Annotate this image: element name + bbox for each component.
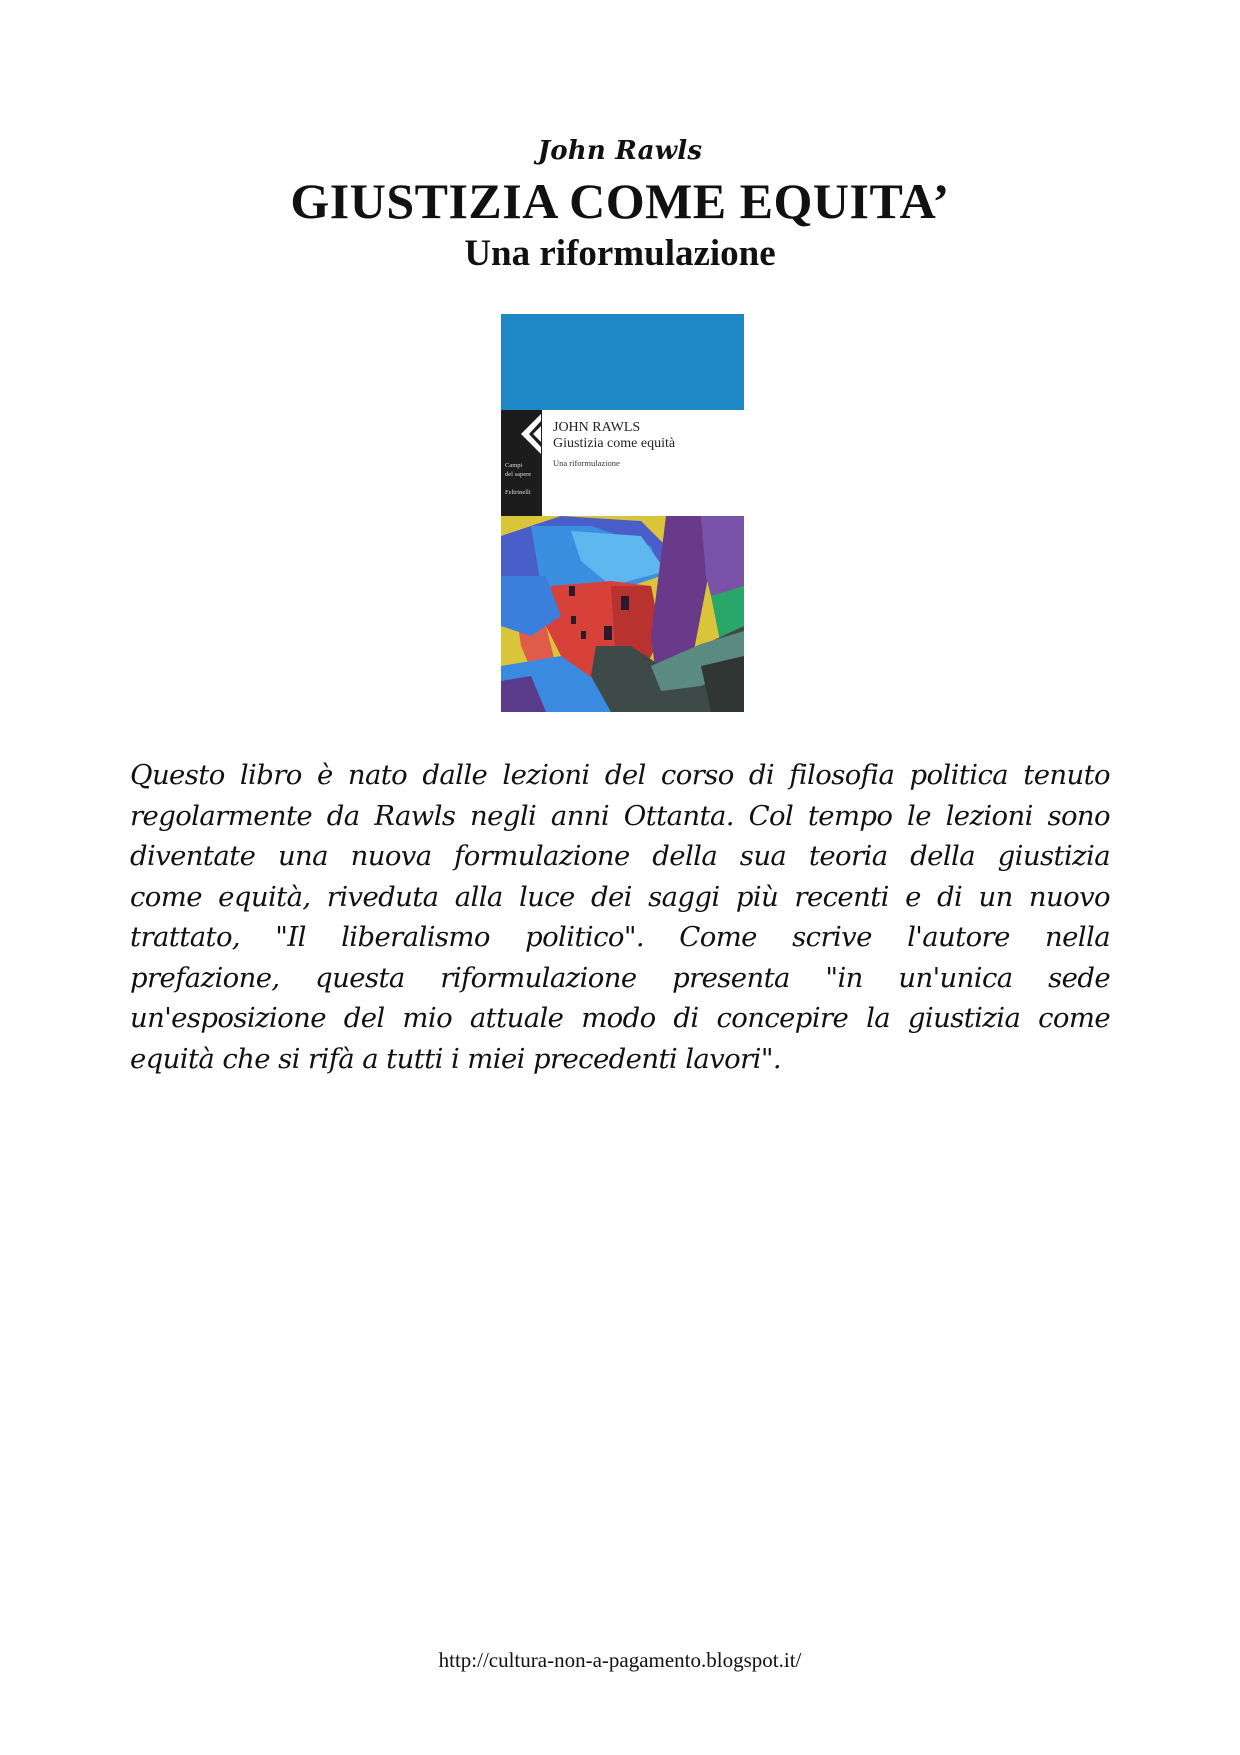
book-description [130, 755, 1110, 1079]
description-line: un'esposizione del mio attuale modo di concepire la giustizia come [130, 1002, 1110, 1034]
cover-subtitle: Una riformulazione [553, 458, 620, 468]
cover-publisher: Feltrinelli [505, 489, 531, 496]
description-line: come equità, riveduta alla luce dei saggi più recenti e di un nuovo [130, 880, 1110, 913]
description-line: equità che si rifà a tutti i miei precedenti lavori". [130, 1042, 782, 1075]
cover-blue-band [501, 314, 744, 410]
description-line: prefazione, questa riformulazione presenta "in un'unica sede [130, 961, 1110, 994]
book-subtitle: Una riformulazione [464, 233, 776, 274]
description-line: diventate una nuova formulazione della sua teoria della giustizia [130, 840, 1110, 872]
cover-painting [501, 516, 744, 712]
book-title: GIUSTIZIA COME EQUITA’ [290, 173, 950, 229]
author-name: John Rawls [537, 136, 703, 166]
cover-series-line2: del sapere [505, 471, 532, 478]
description-line: Questo libro è nato dalle lezioni del corso di filosofia politica tenuto [130, 759, 1110, 791]
cover-title: Giustizia come equità [553, 436, 676, 451]
book-cover-image [501, 314, 744, 712]
footer-url-link[interactable]: http://cultura-non-a-pagamento.blogspot.it/ [438, 1648, 802, 1672]
description-line: trattato, "Il liberalismo politico". Come scrive l'autore nella [130, 921, 1110, 953]
description-line: regolarmente da Rawls negli anni Ottanta. Col tempo le lezioni sono [130, 799, 1110, 832]
cover-series-line1: Campi [505, 462, 523, 469]
publisher-logo-icon [521, 414, 541, 454]
cover-side-strip [501, 410, 542, 517]
cover-author: JOHN RAWLS [553, 420, 641, 435]
